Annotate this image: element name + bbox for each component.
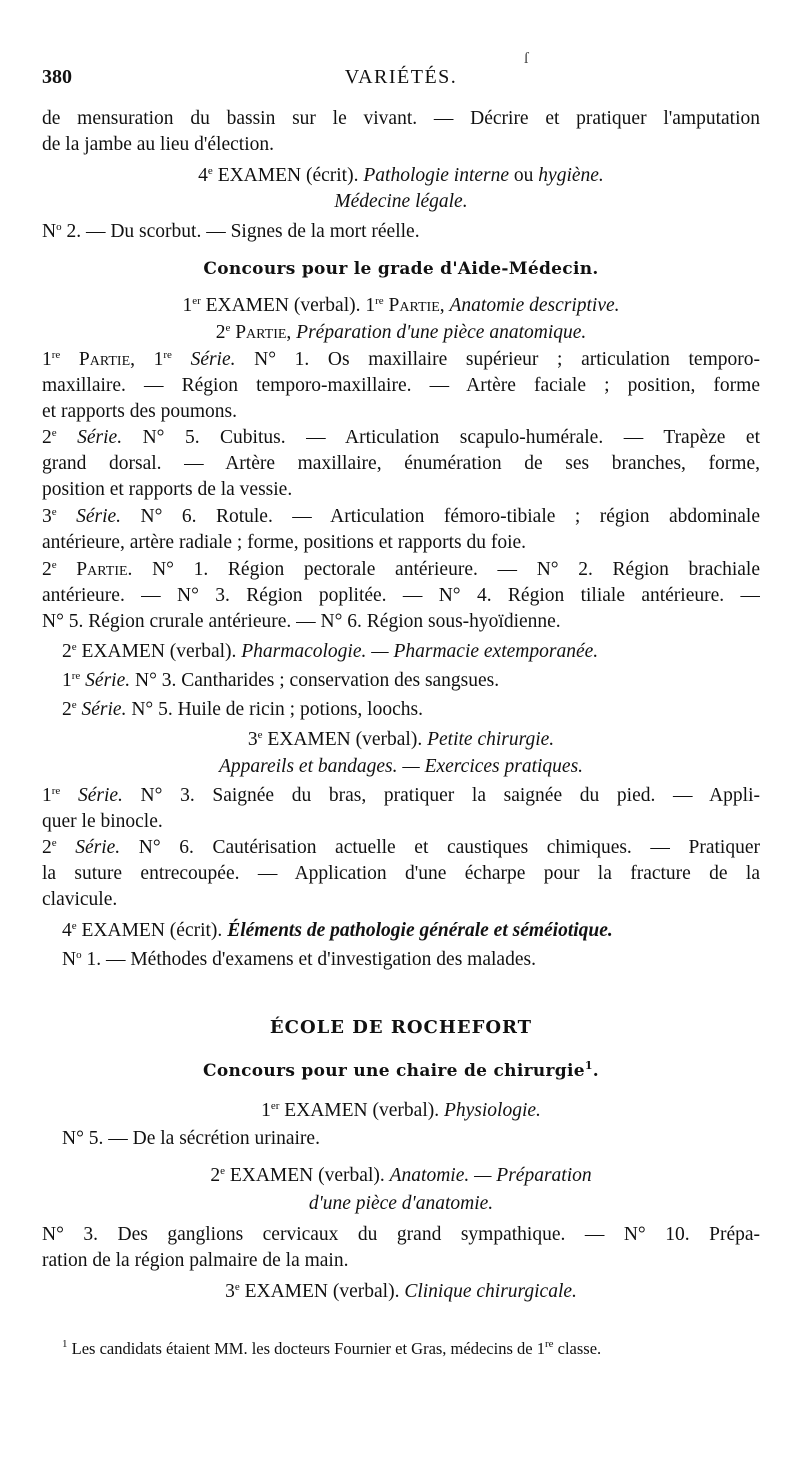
text-line: 3e Série. N° 6. Rotule. — Articulation fémoro-tibiale ; région abdominale (42, 506, 760, 527)
text-line: ration de la région palmaire de la main. (42, 1250, 349, 1271)
exam-heading: 3e EXAMEN (verbal). Clinique chirurgicale. (225, 1281, 577, 1302)
section-heading: Concours pour le grade d'Aide-Médecin. (203, 259, 599, 279)
exam-subheading: Appareils et bandages. — Exercices pratiques. (218, 756, 584, 777)
text-line: 1re Partie, 1re Série. N° 1. Os maxillaire supérieur ; articulation temporo- (42, 349, 760, 370)
exam-heading: 4e EXAMEN (écrit). Éléments de pathologie générale et séméiotique. (62, 920, 613, 941)
text-line: 2e Partie. N° 1. Région pectorale antérieure. — N° 2. Région brachiale (42, 559, 760, 580)
running-head (42, 66, 760, 94)
page-number: 380 (42, 66, 72, 88)
text-line: $N^o$ 2. — Du scorbut. — Signes de la mort réelle. (42, 221, 420, 242)
exam-heading: 2e EXAMEN (verbal). Anatomie. — Préparation (210, 1165, 592, 1186)
exam-heading: 3e EXAMEN (verbal). Petite chirurgie. (247, 729, 555, 750)
text-line: la suture entrecoupée. — Application d'une écharpe pour la fracture de la (42, 863, 760, 884)
text-line: quer le binocle. (42, 811, 163, 832)
text-line: N° 5. Région crurale antérieure. — N° 6. Région sous-hyoïdienne. (42, 611, 561, 632)
text-line: N° 3. Des ganglions cervicaux du grand sympathique. — N° 10. Prépa- (42, 1224, 760, 1245)
text-line: antérieure, artère radiale ; forme, positions et rapports du foie. (42, 532, 527, 553)
exam-heading: 1er EXAMEN (verbal). Physiologie. (261, 1100, 541, 1121)
text-line: 1re Série. N° 3. Saignée du bras, pratiquer la saignée du pied. — Appli- (42, 785, 760, 806)
exam-subheading: 2e Partie, Préparation d'une pièce anatomique. (215, 322, 587, 343)
text-line: 2e Série. N° 5. Huile de ricin ; potions, loochs. (62, 699, 423, 720)
text-line: de la jambe au lieu d'élection. (42, 134, 275, 155)
text-line: 2e Série. N° 6. Cautérisation actuelle et caustiques chimiques. — Pratiquer (42, 837, 760, 858)
text-line: antérieure. — N° 3. Région poplitée. — N° 4. Région tiliale antérieure. — (42, 585, 760, 606)
text-line: $N^o$ 1. — Méthodes d'examens et d'investigation des malades. (62, 949, 536, 970)
text-line: grand dorsal. — Artère maxillaire, énumération de ses branches, forme, (42, 453, 760, 474)
section-heading: Concours pour une chaire de chirurgie$^1$. (202, 1059, 600, 1081)
text-line: position et rapports de la vessie. (42, 479, 293, 500)
text-line: maxillaire. — Région temporo-maxillaire. — Artère faciale ; position, forme (42, 375, 760, 396)
exam-heading: 1er EXAMEN (verbal). 1re Partie, Anatomie descriptive. (182, 295, 620, 316)
text-line: et rapports des poumons. (42, 401, 237, 422)
exam-subheading: d'une pièce d'anatomie. (308, 1193, 494, 1214)
running-title: VARIÉTÉS. (344, 66, 458, 88)
exam-heading: 2e EXAMEN (verbal). Pharmacologie. — Pharmacie extemporanée. (62, 641, 599, 662)
text-line: N° 5. — De la sécrétion urinaire. (62, 1128, 320, 1149)
text-line: clavicule. (42, 889, 118, 910)
exam-heading: 4e EXAMEN (écrit). Pathologie interne ou hygiène. (198, 165, 604, 186)
text-line: 1re Série. N° 3. Cantharides ; conservation des sangsues. (62, 670, 500, 691)
footnote: $^1$ Les candidats étaient MM. les docteurs Fournier et Gras, médecins de 1re classe. (62, 1338, 602, 1358)
school-heading: ÉCOLE DE ROCHEFORT (269, 1017, 533, 1038)
text-line: de mensuration du bassin sur le vivant. — Décrire et pratiquer l'amputation (42, 108, 760, 129)
exam-subheading: Médecine légale. (334, 191, 468, 212)
text-line: 2e Série. N° 5. Cubitus. — Articulation scapulo-humérale. — Trapèze et (42, 427, 760, 448)
stray-mark: ſ (524, 50, 529, 67)
